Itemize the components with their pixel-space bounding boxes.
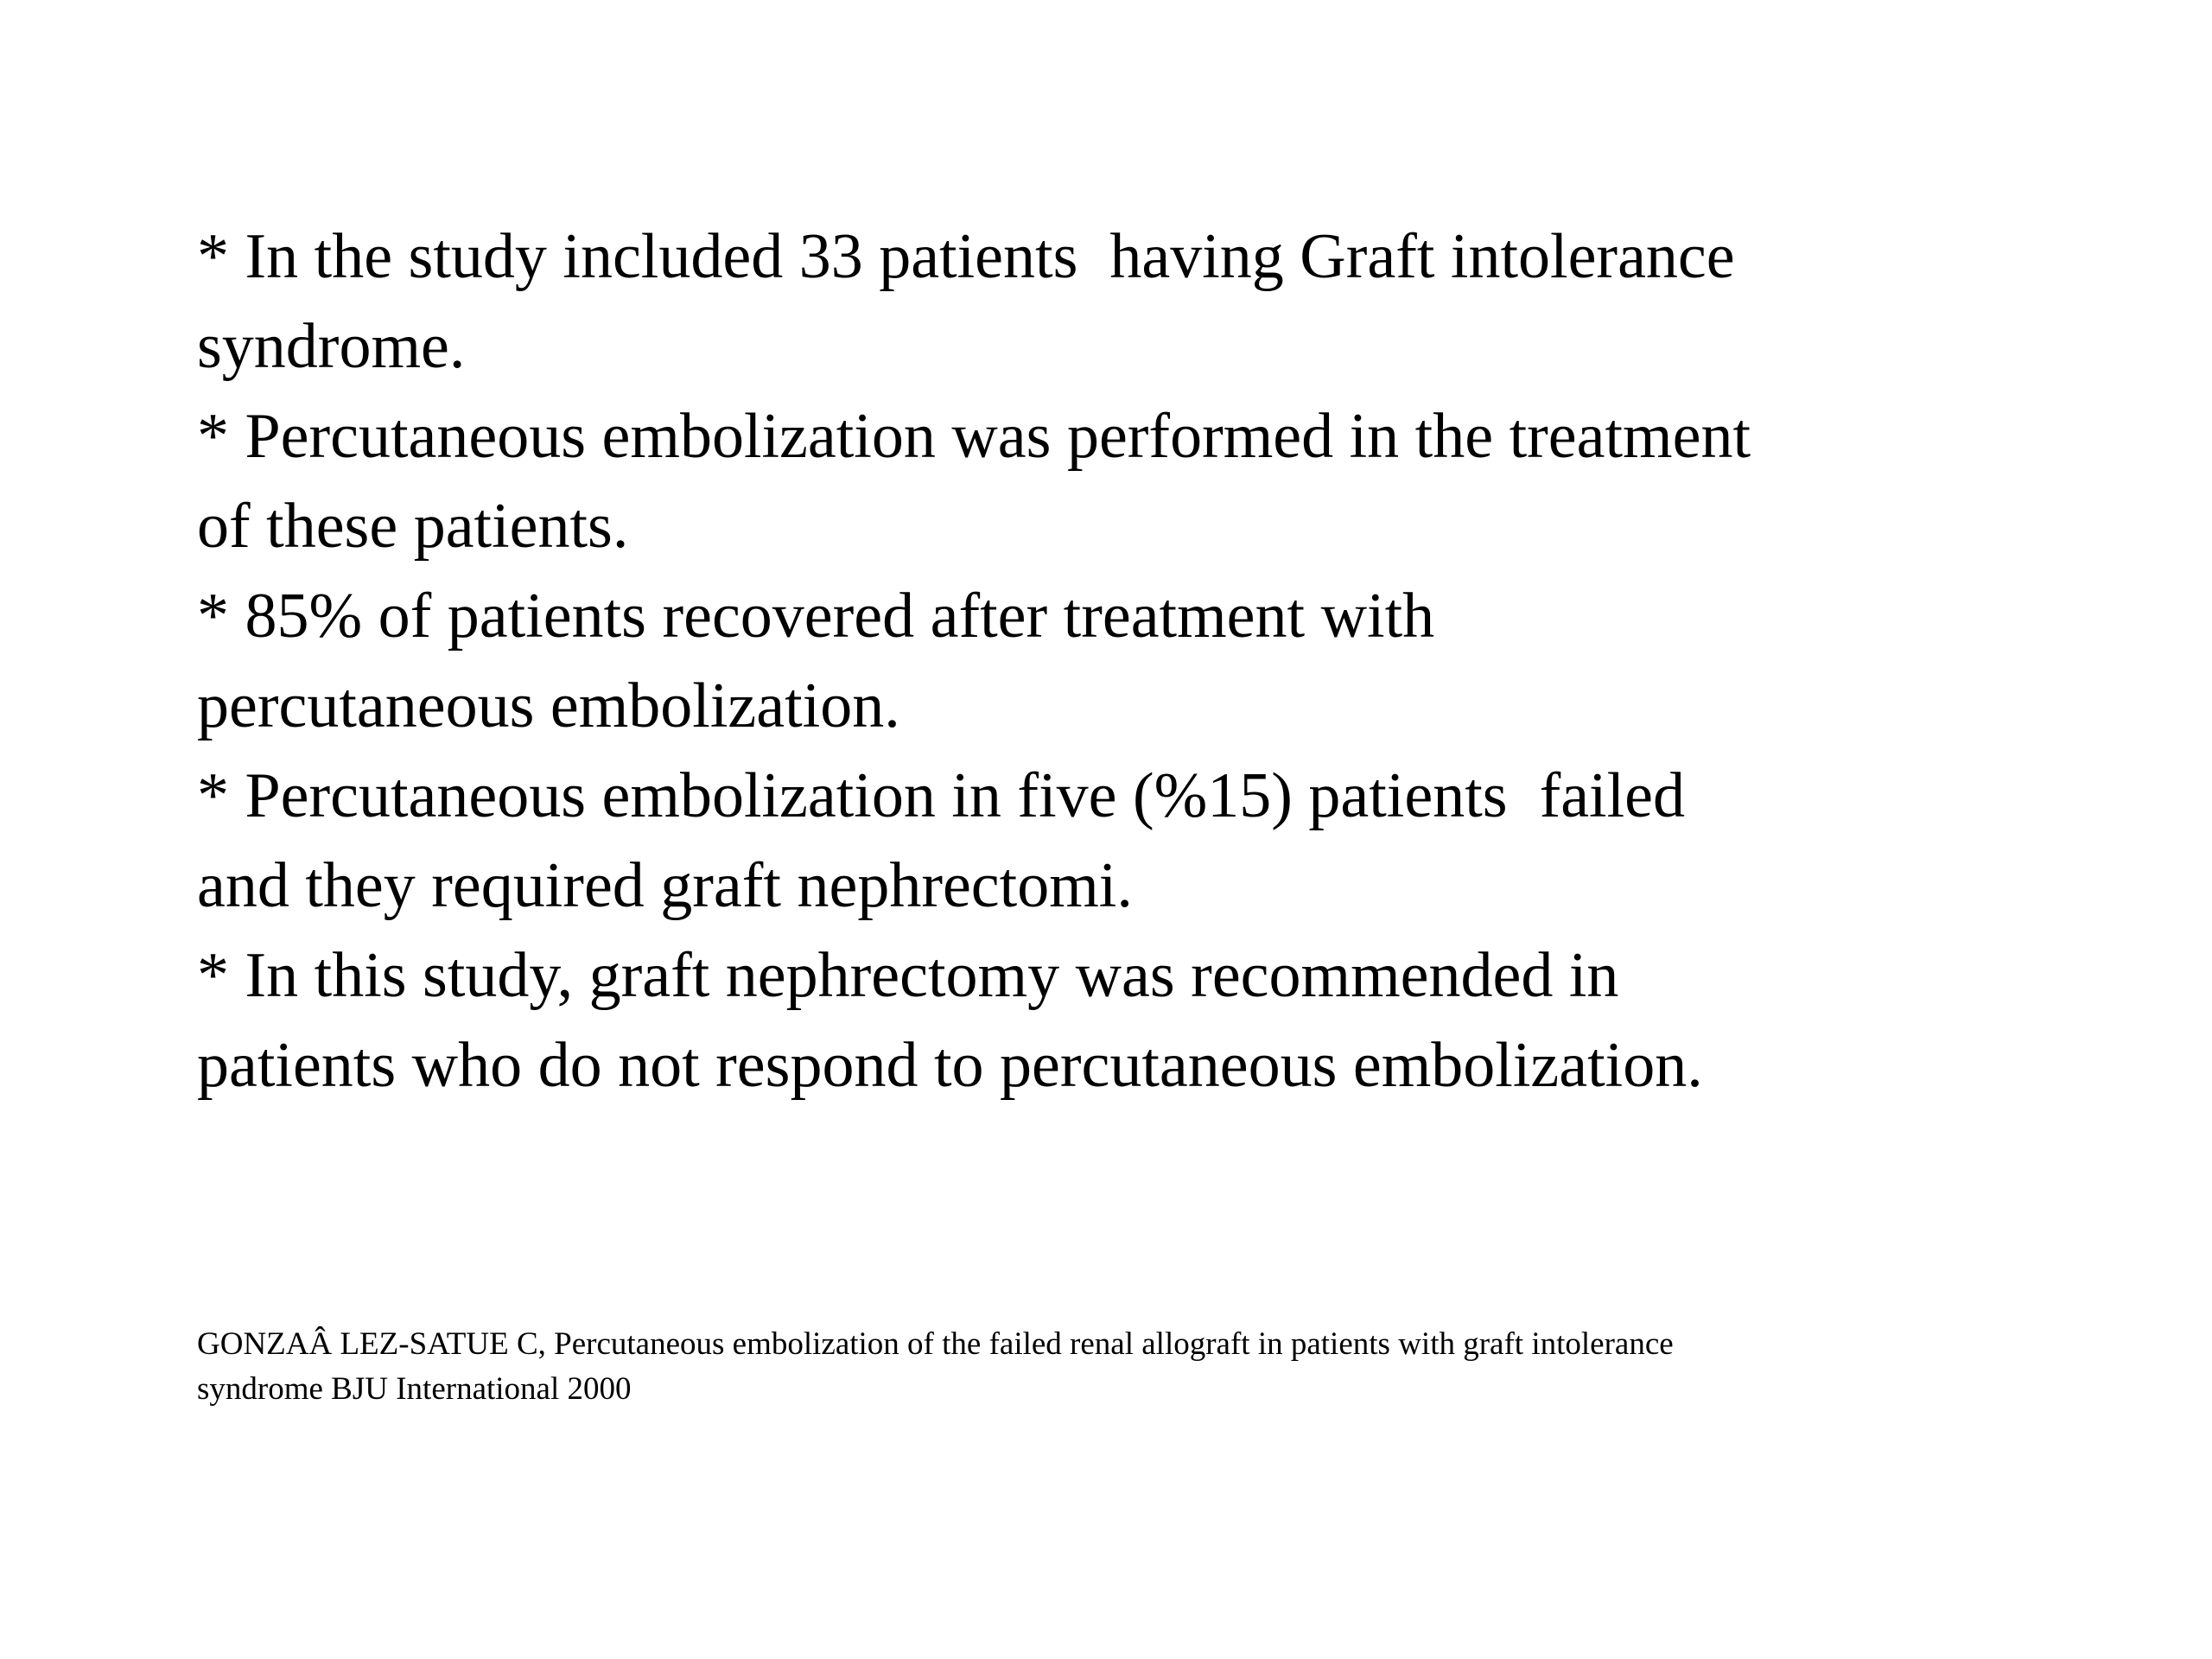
bullet-text-line: * Percutaneous embolization was performed in the treatment — [197, 401, 1751, 472]
reference-line: syndrome BJU International 2000 — [197, 1371, 632, 1407]
bullet-item — [197, 751, 2081, 931]
bullet-text-line: * In this study, graft nephrectomy was recommended in — [197, 940, 1619, 1011]
bullet-text-line: * 85% of patients recovered after treatment with — [197, 581, 1435, 652]
bullet-item — [197, 571, 2081, 751]
bullet-item — [197, 212, 2081, 391]
bullet-text-line: and they required graft nephrectomi. — [197, 850, 1133, 921]
bullet-text-line: percutaneous embolization. — [197, 671, 900, 741]
bullet-text-line: patients who do not respond to percutaneous embolization. — [197, 1030, 1703, 1101]
reference-citation — [197, 1322, 2098, 1412]
bullet-item — [197, 931, 2081, 1110]
bullet-list — [197, 212, 2081, 1110]
reference-line: GONZAÂ LEZ-SATUE C, Percutaneous embolization of the failed renal allograft in patients with graft intolerance — [197, 1326, 1674, 1362]
bullet-text-line: * In the study included 33 patients having Graft intolerance — [197, 221, 1735, 292]
bullet-text-line: of these patients. — [197, 491, 629, 562]
bullet-text-line: syndrome. — [197, 311, 466, 382]
bullet-text-line: * Percutaneous embolization in five (%15) patients failed — [197, 760, 1686, 831]
bullet-item — [197, 391, 2081, 571]
